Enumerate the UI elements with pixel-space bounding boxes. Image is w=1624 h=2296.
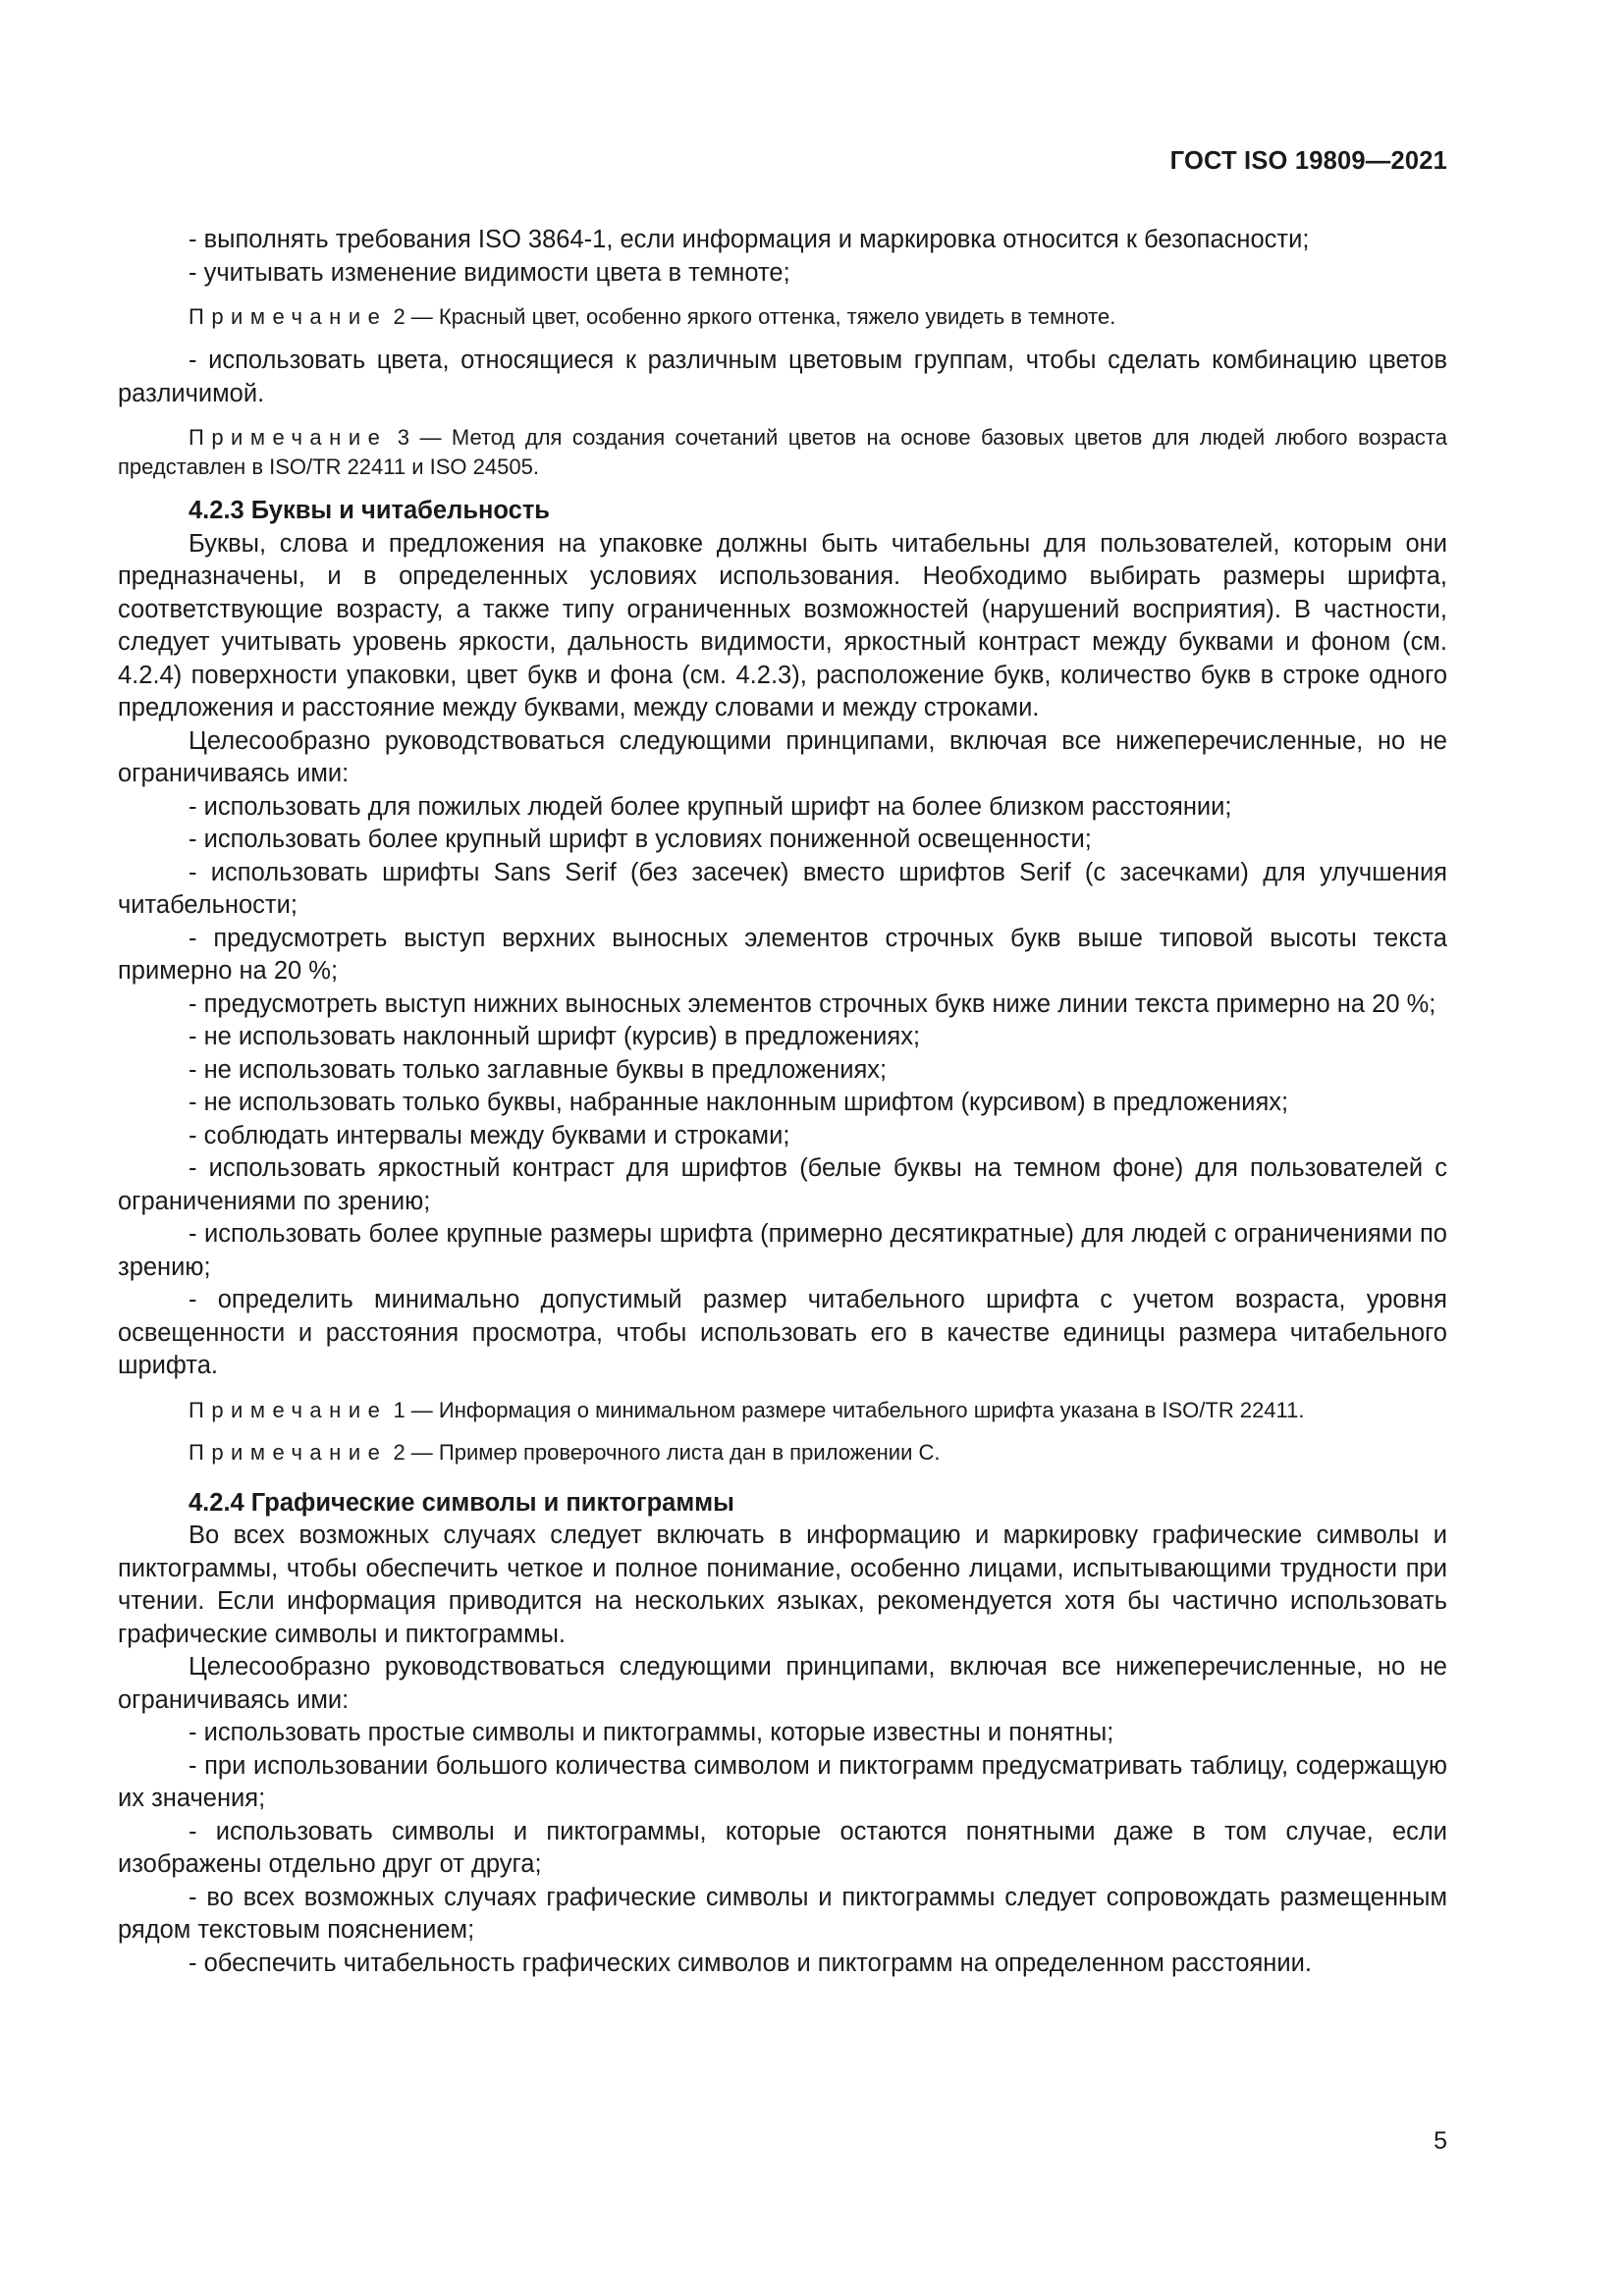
page-content xyxy=(118,224,1447,1980)
list-item: - использовать более крупный шрифт в условиях пониженной освещенности; xyxy=(189,826,1092,853)
list-item: - определить минимально допустимый размер читабельного шрифта с учетом возраста, уровня освещенности и расстояния просмотра, чтобы использовать его в качестве единицы размера читабельного шрифта. xyxy=(118,1286,1447,1379)
note xyxy=(118,1396,1447,1425)
list-item: - использовать шрифты Sans Serif (без засечек) вместо шрифтов Serif (с засечками) для улучшения читабельности; xyxy=(118,858,1447,919)
note-label: Примечание xyxy=(189,304,388,329)
note-text: 3 — Метод для создания сочетаний цветов на основе базовых цветов для людей любого возраста представлен в ISO/TR 22411 и ISO 24505. xyxy=(118,425,1447,479)
document-header: ГОСТ ISO 19809—2021 xyxy=(1169,147,1447,175)
paragraph: Буквы, слова и предложения на упаковке должны быть читабельны для пользователей, которым они предназначены, и в определенных условиях использования. Необходимо выбирать размеры шрифта, соответствующие возрасту, а также типу ограниченных возможностей (нарушений восприятия). В частности, следует учитывать уровень яркости, дальность видимости, яркостный контраст между буквами и фоном (см. 4.2.4) поверхности упаковки, цвет букв и фона (см. 4.2.3), расположение букв, количество букв в строке одного предложения и расстояние между буквами, между словами и между строками. xyxy=(118,529,1447,721)
note-text: 2 — Пример проверочного листа дан в приложении С. xyxy=(387,1439,941,1465)
list-item: - предусмотреть выступ нижних выносных элементов строчных букв ниже линии текста примерно на 20 %; xyxy=(189,989,1436,1018)
note xyxy=(118,302,1447,332)
list-item: - использовать простые символы и пиктограммы, которые известны и понятны; xyxy=(189,1719,1114,1746)
list-item: - использовать цвета, относящиеся к различным цветовым группам, чтобы сделать комбинацию цветов различимой. xyxy=(118,347,1447,407)
list-item: - учитывать изменение видимости цвета в темноте; xyxy=(189,258,790,287)
paragraph: Целесообразно руководствоваться следующими принципами, включая все нижеперечисленные, но не ограничиваясь ими: xyxy=(118,1653,1447,1714)
list-item: - выполнять требования ISO 3864-1, если информация и маркировка относится к безопасности; xyxy=(189,226,1310,253)
list-item: - не использовать только буквы, набранные наклонным шрифтом (курсивом) в предложениях; xyxy=(189,1089,1289,1116)
note xyxy=(118,423,1447,482)
list-item: - не использовать наклонный шрифт (курсив) в предложениях; xyxy=(189,1023,921,1050)
list-item: - использовать для пожилых людей более крупный шрифт на более близком расстоянии; xyxy=(189,792,1232,821)
note-text: 1 — Информация о минимальном размере читабельного шрифта указана в ISO/TR 22411. xyxy=(387,1397,1305,1422)
note xyxy=(118,1438,1447,1468)
page-number: 5 xyxy=(1434,2127,1447,2155)
list-item: - предусмотреть выступ верхних выносных элементов строчных букв выше типовой высоты текста примерно на 20 %; xyxy=(118,924,1447,985)
list-item: - соблюдать интервалы между буквами и строками; xyxy=(189,1121,790,1149)
list-item: - при использовании большого количества символом и пиктограмм предусматривать таблицу, содержащую их значения; xyxy=(118,1751,1447,1812)
section-heading: 4.2.3 Буквы и читабельность xyxy=(189,497,550,524)
section-heading: 4.2.4 Графические символы и пиктограммы xyxy=(189,1488,734,1517)
note-label: Примечание xyxy=(189,1397,388,1422)
paragraph: Целесообразно руководствоваться следующими принципами, включая все нижеперечисленные, но не ограничиваясь ими: xyxy=(118,726,1447,787)
list-item: - обеспечить читабельность графических символов и пиктограмм на определенном расстоянии. xyxy=(189,1949,1312,1977)
list-item: - не использовать только заглавные буквы в предложениях; xyxy=(189,1055,888,1084)
list-item: - использовать более крупные размеры шрифта (примерно десятикратные) для людей с ограничениями по зрению; xyxy=(118,1220,1447,1281)
note-label: Примечание xyxy=(189,425,388,450)
list-item: - использовать яркостный контраст для шрифтов (белые буквы на темном фоне) для пользователей с ограничениями по зрению; xyxy=(118,1154,1447,1215)
note-text: 2 — Красный цвет, особенно яркого оттенка, тяжело увидеть в темноте. xyxy=(387,304,1116,329)
list-item: - использовать символы и пиктограммы, которые остаются понятными даже в том случае, если изображены отдельно друг от друга; xyxy=(118,1817,1447,1878)
note-label: Примечание xyxy=(189,1439,388,1465)
paragraph: Во всех возможных случаях следует включать в информацию и маркировку графические символы и пиктограммы, чтобы обеспечить четкое и полное понимание, особенно лицами, испытывающими трудности при чтении. Если информация приводится на нескольких языках, рекомендуется хотя бы частично использовать графические символы и пиктограммы. xyxy=(118,1522,1447,1648)
list-item: - во всех возможных случаях графические символы и пиктограммы следует сопровождать размещенным рядом текстовым пояснением; xyxy=(118,1883,1447,1944)
